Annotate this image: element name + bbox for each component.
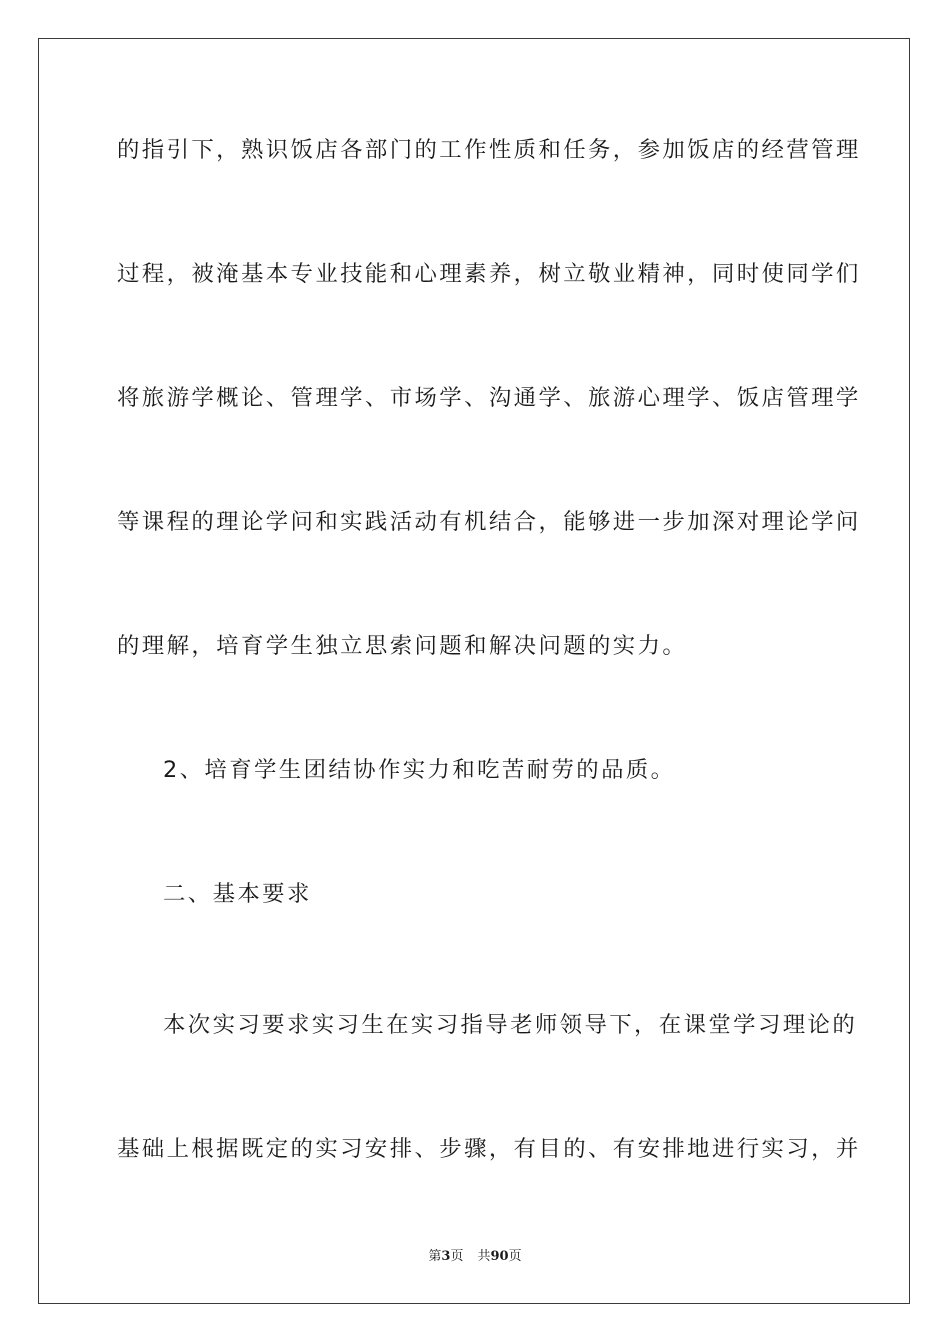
total-prefix: 共 [477, 1249, 491, 1264]
page-number: 3 [441, 1249, 451, 1264]
body-text-line: 的指引下，熟识饭店各部门的工作性质和任务，参加饭店的经营管理 [117, 137, 861, 163]
body-text-line: 等课程的理论学问和实践活动有机结合，能够进一步加深对理论学问 [117, 509, 861, 535]
total-suffix: 页 [508, 1249, 522, 1264]
body-text-line: 的理解，培育学生独立思索问题和解决问题的实力。 [117, 633, 688, 659]
body-text-line: 本次实习要求实习生在实习指导老师领导下，在课堂学习理论的 [163, 1012, 858, 1038]
page-footer [0, 1248, 950, 1266]
body-text-line: 将旅游学概论、管理学、市场学、沟通学、旅游心理学、饭店管理学 [117, 385, 861, 411]
section-heading: 二、基本要求 [163, 881, 312, 907]
total-pages: 90 [490, 1249, 509, 1264]
page-suffix: 页 [450, 1249, 464, 1264]
body-text-line: 过程，被淹基本专业技能和心理素养，树立敬业精神，同时使同学们 [117, 261, 861, 287]
list-item: 2、培育学生团结协作实力和吃苦耐劳的品质。 [163, 757, 676, 783]
body-text-line: 基础上根据既定的实习安排、步骤，有目的、有安排地进行实习，并 [117, 1136, 861, 1162]
page-prefix: 第 [428, 1249, 442, 1264]
page-border [38, 38, 910, 1304]
